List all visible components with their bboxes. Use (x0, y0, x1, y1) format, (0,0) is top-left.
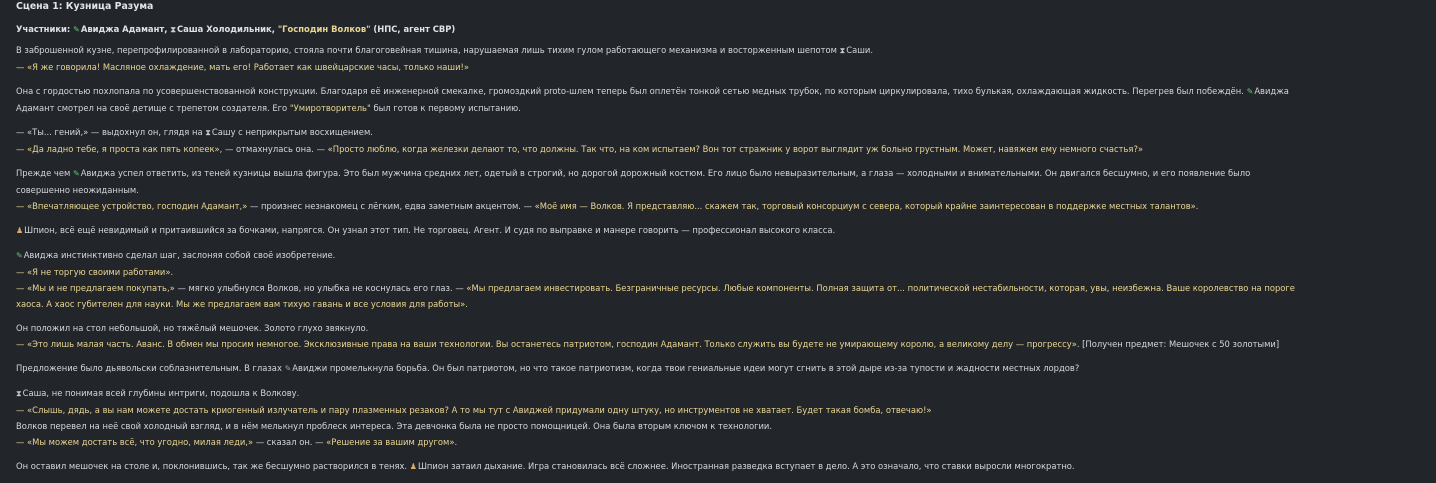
spy-icon: ♟ (16, 226, 24, 235)
paragraph (16, 458, 1424, 475)
narration-text: Прежде чем (16, 168, 71, 178)
narration-text: Авиджи промелькнула борьба. Он был патриотом, но что такое патриотизм, когда твои гениальные идеи могут сгнить в этой дыре из-за тупости и жадности местных лордов? (292, 363, 1080, 373)
narration-line (16, 100, 1424, 116)
story-log (16, 0, 1424, 483)
scene-title: Сцена 1: Кузница Разума (16, 1, 154, 12)
name-sasha: Саши. (846, 45, 874, 55)
narration-line: Он положил на стол небольшой, но тяжёлый мешочек. Золото глухо звякнуло. (16, 323, 369, 333)
paragraph (16, 247, 1424, 312)
narration-text: Сашу с неприкрытым восхищением. (211, 127, 373, 137)
dialogue-text: — «Это лишь малая часть. Аванс. В обмен мы просим немногое. Эксклюзивные права на ваши технологии. Вы останетесь патриотом, господин Адамант. Только служить вы будете не умирающему королю, а великому делу — прогрессу». (16, 339, 1080, 349)
pencil-icon: ✎ (1246, 87, 1254, 96)
dialogue-line: — «Я не торгую своими работами». (16, 267, 174, 277)
dialogue-text: — «Мы и не предлагаем покупать,» (16, 283, 175, 293)
hourglass-icon: ⧗ (16, 389, 22, 398)
pencil-icon: ✎ (73, 169, 80, 178)
dialogue-line: — «Слышь, дядь, а вы нам можете достать криогенный излучатель и пару плазменных резаков? А то мы тут с Авиджей придумали одну штуку, но инструментов не хватает. Будет такая бомба, отвечаю!» (16, 405, 932, 415)
paragraph (16, 42, 1424, 75)
narration-text: Авиджа успел ответить, из теней кузницы вышла фигура. Это был мужчина средних лет, одетый в строгий, но дорогой дорожный костюм. Его лицо было невыразительным, а глаза — холодными и внимательными. Он двигался бесшумно, и его появление было (80, 168, 1251, 178)
narration-line (16, 385, 1424, 402)
participants-line (16, 22, 1424, 37)
dialogue-text: — «Да ладно тебе, я проста как пять копеек», (16, 144, 223, 154)
dialogue-text: «Просто люблю, когда железки делают то, что должны. Так что, на ком испытаем? Вон тот стражник у ворот выглядит уж больно грустным. Может, навяжем ему немного счастья?» (327, 144, 1144, 154)
name-avija: Авиджа (1254, 86, 1289, 96)
paragraph (16, 165, 1424, 214)
narration-text: Адамант смотрел на своё детище с трепетом создателя. Его (16, 103, 288, 113)
dialogue-line (16, 280, 1424, 296)
narration-line (16, 165, 1424, 182)
dialogue-line (16, 434, 1424, 450)
dialogue-text: — «Впечатляющее устройство, господин Адамант,» (16, 201, 248, 211)
paragraph (16, 385, 1424, 450)
item-received-notice: [Получен предмет: Мешочек с 50 золотыми] (1082, 339, 1280, 349)
dialogue-line (16, 124, 1424, 141)
pencil-icon: ✎ (284, 364, 292, 373)
narration-line (16, 222, 1424, 239)
paragraph (16, 83, 1424, 116)
dialogue-line: хаоса. А хаос губителен для науки. Мы же предлагаем вам тихую гавань и все условия для работы». (16, 299, 468, 309)
narration-line (16, 247, 1424, 264)
item-name: "Умиротворитель" (289, 103, 371, 113)
narration-text: был готов к первому испытанию. (373, 103, 521, 113)
pencil-icon: ✎ (16, 251, 23, 260)
dialogue-text: — «Мы можем достать всё, что угодно, милая леди,» (16, 437, 254, 447)
narration-text: Авиджа инстинктивно сделал шаг, заслоняя собой своё изобретение. (23, 250, 336, 260)
narration-line: Волков перевел на неё свой холодный взгляд, и в нём мелькнул проблеск интереса. Эта девчонка была не просто помощницей. Она была вторым ключом к технологии. (16, 421, 773, 431)
paragraph (16, 360, 1424, 377)
participant-sasha: Саша Холодильник, (176, 24, 275, 34)
narration-text: Шпион затаил дыхание. Игра становилась всё сложнее. Иностранная разведка вступает в дело. А это означало, что ставки выросли многократно. (417, 461, 1075, 471)
paragraph (16, 222, 1424, 239)
narration-text: Предложение было дьявольски соблазнительным. В глазах (16, 363, 282, 373)
participants-label: Участники: (16, 24, 71, 34)
narration-line (16, 83, 1424, 100)
narration-text: Саша, не понимая всей глубины интриги, подошла к Волкову. (22, 388, 300, 398)
narration-text: — мягко улыбнулся Волков, но улыбка не коснулась его глаз. — (177, 283, 464, 293)
participant-avija: Авиджа Адамант, (80, 24, 168, 34)
narration-text: Она с гордостью похлопала по усовершенствованной конструкции. Благодаря её инженерной смекалке, громоздкий proto-шлем теперь был оплетён тонкой сетью медных трубок, по которым циркулировала, тихо булькая, охлаждающая жидкость. Перегрев был побеждён. (16, 86, 1244, 96)
narration-text: — сказал он. — (255, 437, 324, 447)
narration-line (16, 42, 1424, 59)
dialogue-text: «Моё имя — Волков. Я представляю... скажем так, торговый консорциум с севера, который крайне заинтересован в поддержке местных талантов». (534, 201, 1199, 211)
dialogue-text: — «Ты... гений,» — выдохнул он, глядя на (16, 127, 203, 137)
participant-volkov-note: (НПС, агент СВР) (373, 24, 456, 34)
dialogue-line: — «Я же говорила! Масляное охлаждение, мать его! Работает как швейцарские часы, только наши!» (16, 62, 469, 72)
spy-icon: ♟ (409, 462, 417, 471)
narration-text: — отмахнулась она. — (224, 144, 325, 154)
paragraph (16, 320, 1424, 352)
participant-volkov: "Господин Волков" (277, 24, 371, 34)
pencil-icon: ✎ (73, 25, 80, 34)
narration-text: В заброшенной кузне, перепрофилированной в лабораторию, стояла почти благоговейная тишина, нарушаемая лишь тихим гулом работающего механизма и восторженным шепотом (16, 45, 837, 55)
narration-line: совершенно неожиданным. (16, 185, 139, 195)
paragraph (16, 124, 1424, 157)
hourglass-icon: ⧗ (839, 46, 846, 55)
dialogue-line (16, 198, 1424, 214)
narration-line (16, 458, 1424, 475)
dialogue-line (16, 141, 1424, 157)
dialogue-line (16, 336, 1424, 352)
narration-line (16, 360, 1424, 377)
narration-text: — произнес незнакомец с лёгким, едва заметным акцентом. — (250, 201, 532, 211)
dialogue-text: «Мы предлагаем инвестировать. Безграничные ресурсы. Любые компоненты. Полная защита от... политической нестабильности, которая, увы, неизбежна. Ваше королевство на пороге (466, 283, 1295, 293)
hourglass-icon: ⧗ (205, 128, 211, 137)
dialogue-text: «Решение за вашим другом». (326, 437, 458, 447)
hourglass-icon: ⧗ (170, 25, 176, 34)
narration-text: Он оставил мешочек на столе и, поклонившись, так же бесшумно растворился в тенях. (16, 461, 408, 471)
narration-text: Шпион, всё ещё невидимый и притаившийся за бочками, напрягся. Он узнал этот тип. Не торговец. Агент. И судя по выправке и манере говорить — профессионал высокого класса. (24, 225, 836, 235)
